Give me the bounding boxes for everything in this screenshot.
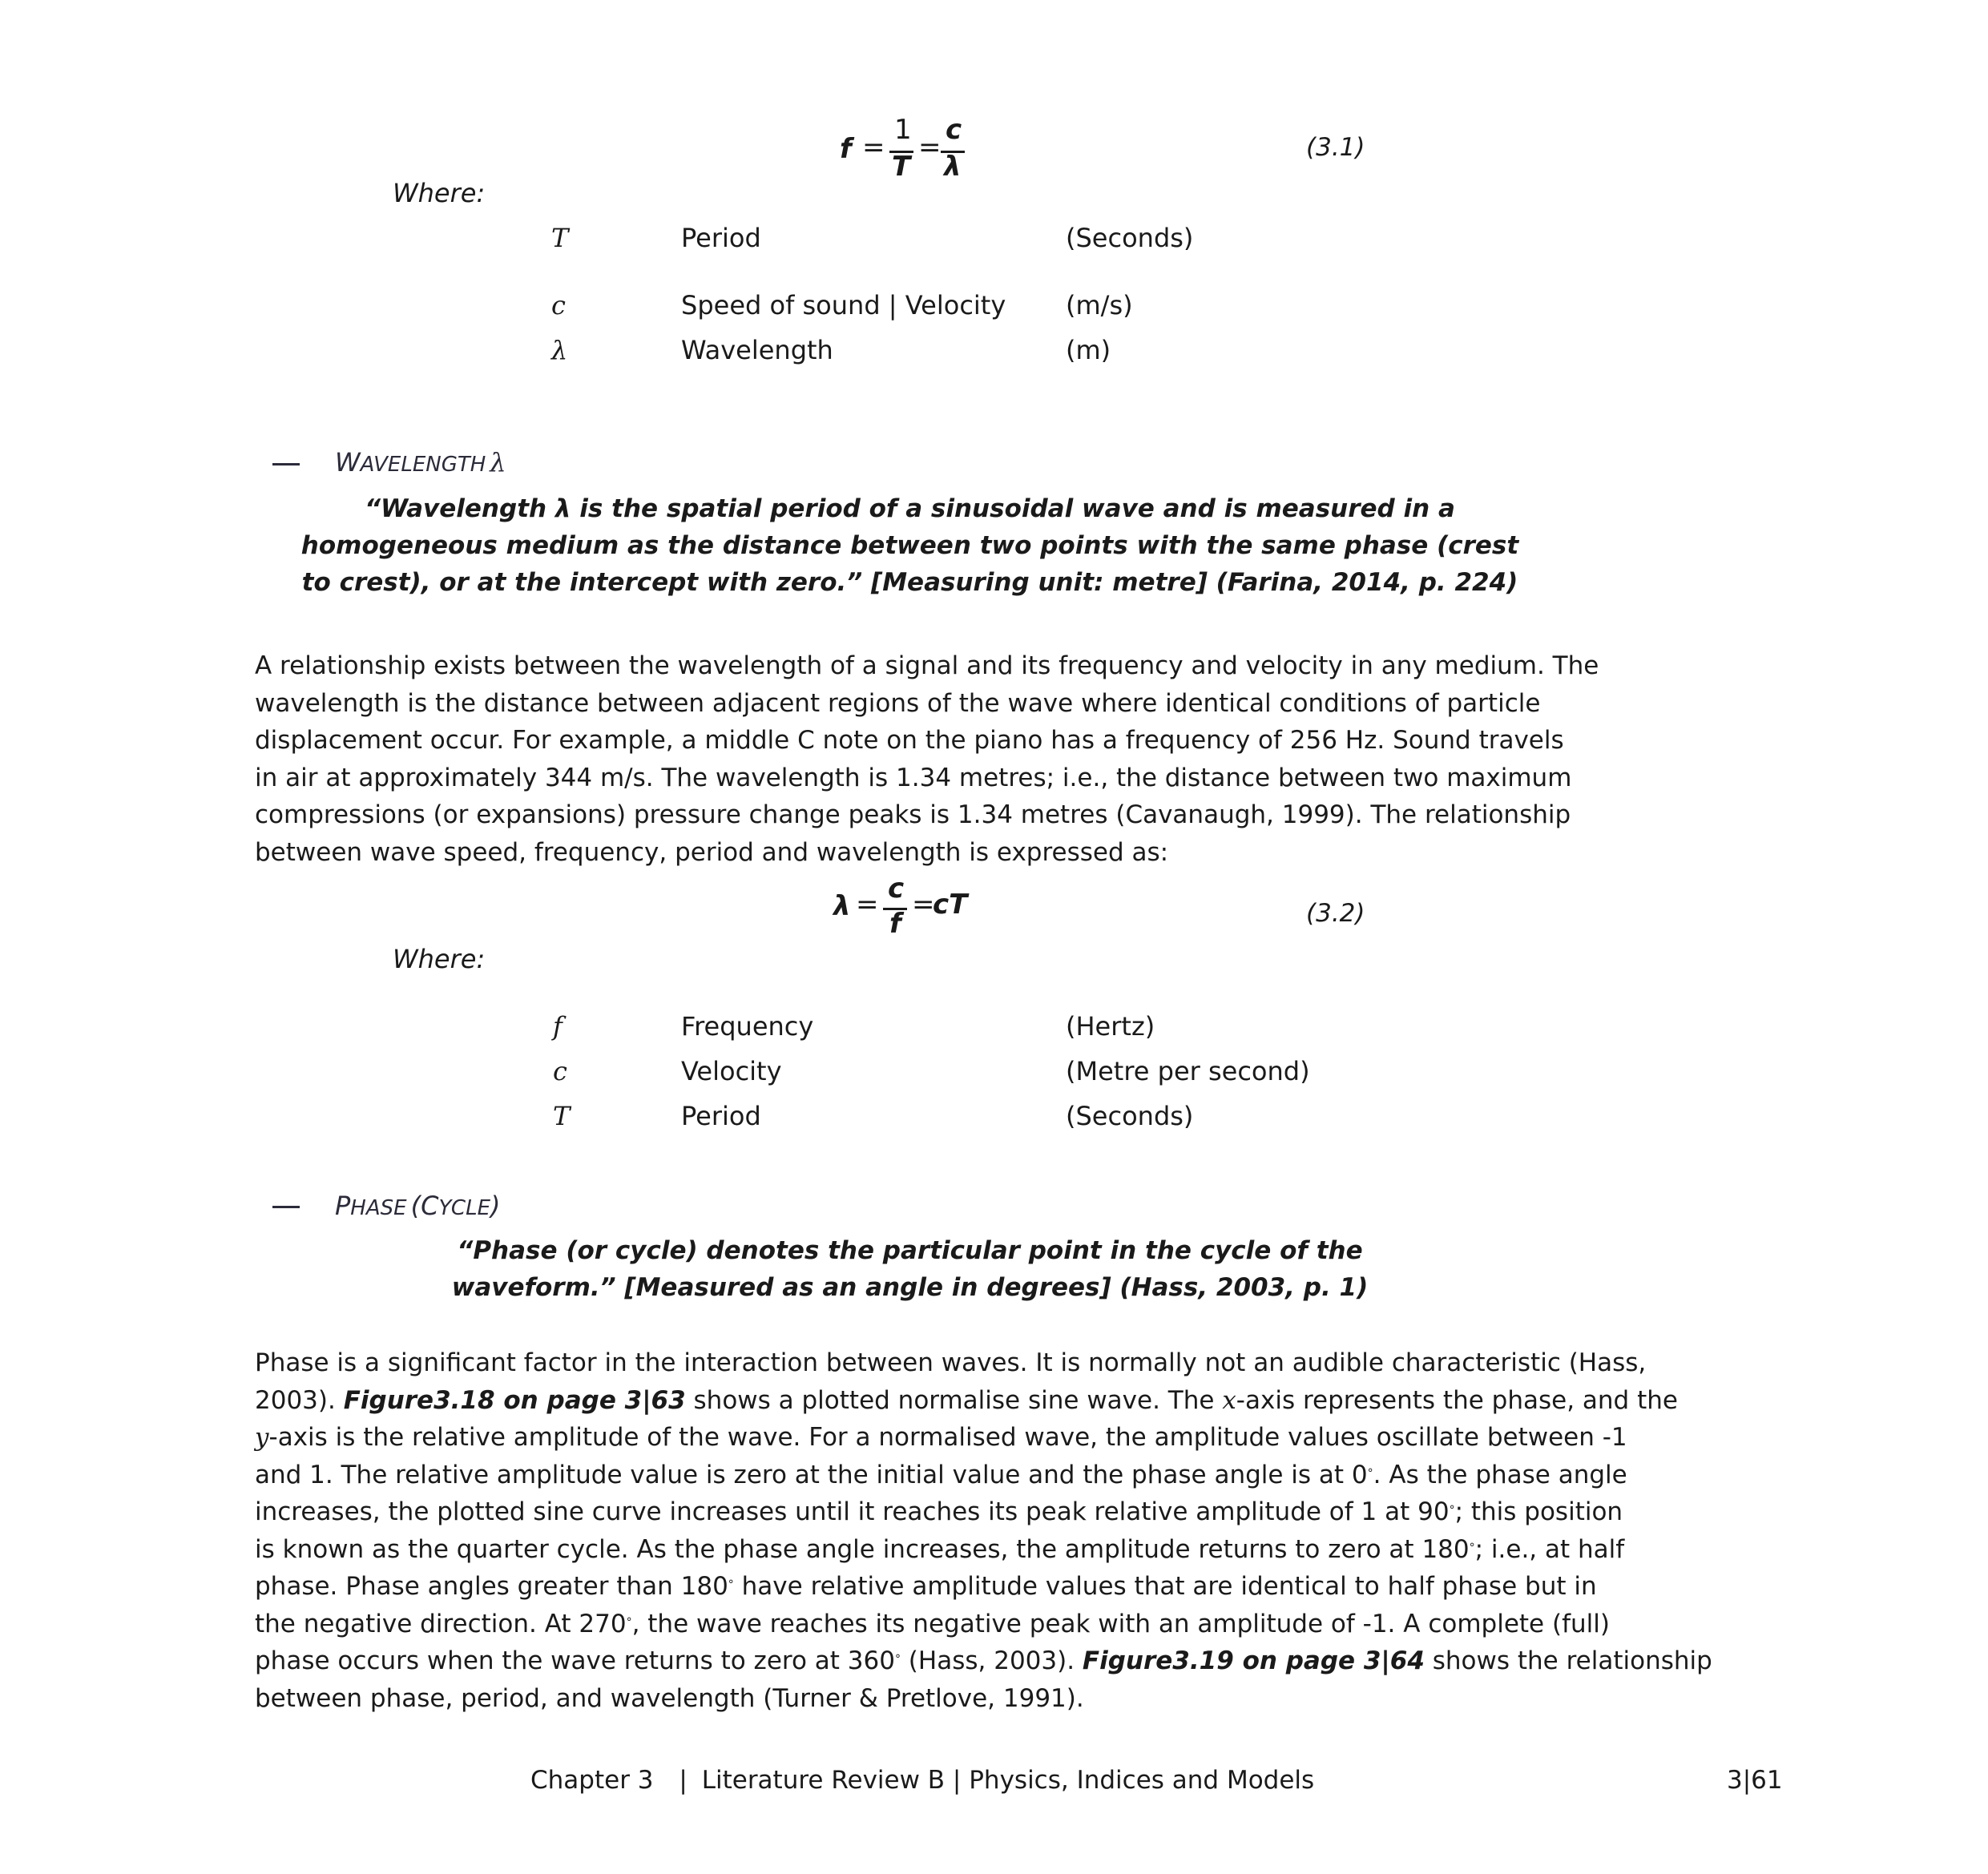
- wavelength-heading-dash: [272, 463, 300, 465]
- equation-3-1: [840, 114, 968, 183]
- eq1-lhs: f: [840, 133, 852, 165]
- paragraph-line: 2003). Figure3.18 on page 3|63 shows a plotted normalise sine wave. The x-axis represents the phase, and the: [255, 1385, 1678, 1415]
- figure-reference-link[interactable]: Figure3.19 on page 3|64: [1082, 1646, 1425, 1675]
- eq2-equals-2: =: [912, 889, 935, 921]
- var-unit: (m): [1066, 335, 1111, 365]
- wavelength-quote: [255, 490, 1565, 601]
- eq1-fraction-2: [941, 114, 965, 183]
- var-name: Period: [681, 1101, 761, 1131]
- paragraph-line: the negative direction. At 270°, the wave reaches its negative peak with an amplitude of -1. A complete (full): [255, 1609, 1610, 1638]
- eq1-frac1-num: 1: [894, 114, 912, 146]
- var-symbol: λ: [551, 335, 568, 365]
- eq1-fraction-1: [889, 114, 913, 183]
- paragraph-line: Phase is a significant factor in the interaction between waves. It is normally not an audible characteristic (Hass,: [255, 1348, 1647, 1377]
- where-label-1: Where:: [393, 178, 486, 208]
- paragraph-line: between phase, period, and wavelength (Turner & Pretlove, 1991).: [255, 1683, 1084, 1713]
- paragraph-wavelength: [255, 647, 1599, 871]
- footer-page-number: 3|61: [1727, 1766, 1783, 1795]
- quote-line: “Wavelength λ is the spatial period of a sinusoidal wave and is measured in a: [365, 494, 1455, 523]
- eq1-frac2-num: c: [946, 114, 962, 146]
- paragraph-phase: [255, 1344, 1712, 1717]
- footer-title: Literature Review B | Physics, Indices and Models: [701, 1766, 1315, 1795]
- paragraph-line: phase occurs when the wave returns to zero at 360° (Hass, 2003). Figure3.19 on page 3|64 shows the relationship: [255, 1646, 1712, 1675]
- var-unit: (Seconds): [1066, 1101, 1194, 1131]
- equation-3-2: [833, 873, 978, 941]
- paragraph-line: phase. Phase angles greater than 180° have relative amplitude values that are identical to half phase but in: [255, 1572, 1597, 1601]
- eq1-frac1-den: T: [892, 151, 911, 183]
- var-symbol: f: [553, 1011, 563, 1042]
- paragraph-line: A relationship exists between the wavelength of a signal and its frequency and velocity in any medium. The: [255, 651, 1599, 680]
- var-symbol: T: [551, 223, 569, 253]
- var-symbol: T: [553, 1101, 571, 1131]
- quote-line: to crest), or at the intercept with zero.” [Measuring unit: metre] (Farina, 2014, p. 224): [301, 568, 1518, 597]
- paragraph-line: between wave speed, frequency, period and wavelength is expressed as:: [255, 837, 1169, 867]
- paragraph-line: compressions (or expansions) pressure change peaks is 1.34 metres (Cavanaugh, 1999). The relationship: [255, 800, 1571, 829]
- var-unit: (Seconds): [1066, 223, 1194, 253]
- eq1-equals-1: =: [862, 131, 885, 163]
- var-name: Velocity: [681, 1056, 782, 1086]
- footer-chapter: [530, 1766, 1314, 1795]
- quote-line: waveform.” [Measured as an angle in degrees] (Hass, 2003, p. 1): [451, 1273, 1369, 1302]
- var-name: Frequency: [681, 1011, 814, 1042]
- var-unit: (Hertz): [1066, 1011, 1155, 1042]
- phase-quote: [255, 1232, 1565, 1306]
- quote-line: “Phase (or cycle) denotes the particular point in the cycle of the: [457, 1236, 1363, 1265]
- footer-chapter-label: Chapter 3: [530, 1766, 654, 1795]
- figure-reference-link[interactable]: Figure3.18 on page 3|63: [343, 1385, 686, 1415]
- eq2-frac-den: f: [889, 908, 901, 940]
- paragraph-line: increases, the plotted sine curve increases until it reaches its peak relative amplitude of 1 at 90°; this position: [255, 1497, 1623, 1526]
- paragraph-line: in air at approximately 344 m/s. The wavelength is 1.34 metres; i.e., the distance between two maximum: [255, 763, 1572, 792]
- eq1-frac2-den: λ: [944, 151, 962, 183]
- var-symbol: c: [551, 290, 566, 320]
- var-unit: (m/s): [1066, 290, 1133, 320]
- var-name: Wavelength: [681, 335, 833, 365]
- quote-line: homogeneous medium as the distance between two points with the same phase (crest: [300, 531, 1519, 560]
- where-label-2: Where:: [393, 944, 486, 974]
- paragraph-line: wavelength is the distance between adjacent regions of the wave where identical conditions of particle: [255, 688, 1541, 718]
- eq2-equals-1: =: [856, 889, 879, 921]
- eq2-rhs: cT: [933, 889, 968, 921]
- var-unit: (Metre per second): [1066, 1056, 1310, 1086]
- eq2-lhs: λ: [833, 890, 851, 922]
- footer-separator: |: [679, 1766, 688, 1795]
- phase-heading-dash: [272, 1206, 300, 1208]
- var-name: Period: [681, 223, 761, 253]
- eq2-fraction: [883, 873, 907, 941]
- paragraph-line: and 1. The relative amplitude value is zero at the initial value and the phase angle is at 0°. As the phase angle: [255, 1460, 1627, 1489]
- equation-3-2-number: (3.2): [1306, 899, 1365, 928]
- paragraph-line: y-axis is the relative amplitude of the wave. For a normalised wave, the amplitude values oscillate between -1: [255, 1423, 1627, 1452]
- wavelength-heading: WAVELENGTH λ: [335, 447, 506, 478]
- paragraph-line: displacement occur. For example, a middle C note on the piano has a frequency of 256 Hz. Sound travels: [255, 726, 1564, 755]
- var-symbol: c: [553, 1056, 567, 1086]
- paragraph-line: is known as the quarter cycle. As the phase angle increases, the amplitude returns to zero at 180°; i.e., at half: [255, 1534, 1625, 1564]
- equation-3-1-number: (3.1): [1306, 133, 1365, 162]
- eq2-frac-num: c: [888, 873, 905, 905]
- eq1-equals-2: =: [918, 131, 942, 163]
- var-name: Speed of sound | Velocity: [681, 290, 1006, 320]
- phase-heading: PHASE (CYCLE): [335, 1191, 501, 1221]
